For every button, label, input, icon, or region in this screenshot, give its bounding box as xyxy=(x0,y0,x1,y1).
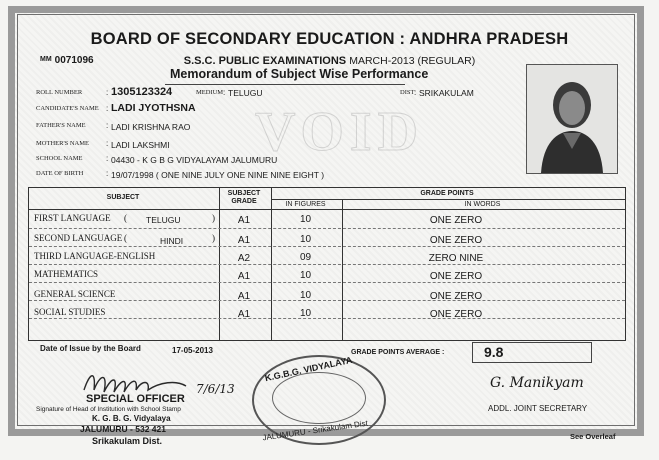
table-row-divider xyxy=(29,282,625,283)
row-language: TELUGU xyxy=(146,215,181,225)
father-name-value: LADI KRISHNA RAO xyxy=(111,122,191,132)
special-officer-stamp-school: K. G. B. G. Vidyalaya xyxy=(92,414,171,423)
table-row-divider xyxy=(29,228,625,229)
exam-session: MARCH-2013 (REGULAR) xyxy=(349,55,476,67)
row-subject: SECOND LANGUAGE xyxy=(34,233,123,243)
name-colon: : xyxy=(106,104,109,113)
medium-colon: : xyxy=(223,88,226,97)
header-in-words: IN WORDS xyxy=(464,201,501,208)
dob-colon: : xyxy=(106,169,109,178)
header-subject-grade-line2: GRADE xyxy=(231,198,257,205)
secretary-designation: ADDL. JOINT SECRETARY xyxy=(488,404,588,413)
row-figures: 10 xyxy=(299,214,312,225)
void-watermark: VOID xyxy=(255,101,425,163)
grade-points-average-value: 9.8 xyxy=(484,344,504,360)
table-header-bottom xyxy=(29,209,625,210)
header-grade-points: GRADE POINTS xyxy=(420,190,474,197)
special-officer-stamp-district: Srikakulam Dist. xyxy=(92,436,163,446)
round-stamp-top-text: K.G.B.G. VIDYALAYA xyxy=(263,354,354,384)
row-words: ONE ZERO xyxy=(429,271,483,282)
header-subject: SUBJECT xyxy=(106,194,140,201)
row-grade: A1 xyxy=(237,271,251,282)
header-in-figures: IN FIGURES xyxy=(285,201,326,208)
memo-underline xyxy=(165,84,405,85)
school-name-value: 04430 - K G B G VIDYALAYAM JALUMURU xyxy=(111,155,278,165)
dist-value: SRIKAKULAM xyxy=(419,88,474,98)
row-grade: A1 xyxy=(237,291,251,302)
row-grade: A1 xyxy=(237,309,251,320)
dob-label: DATE OF BIRTH xyxy=(36,170,84,177)
school-name-label: SCHOOL NAME xyxy=(36,155,83,162)
row-words: ONE ZERO xyxy=(429,309,483,320)
father-name-label: FATHER'S NAME xyxy=(36,122,86,129)
row-grade: A1 xyxy=(237,235,251,246)
exam-name: S.S.C. PUBLIC EXAMINATIONS xyxy=(183,55,347,67)
memo-title: Memorandum of Subject Wise Performance xyxy=(170,67,429,81)
head-signature-label: Signature of Head of Institution with School Stamp xyxy=(36,406,181,413)
mother-name-value: LADI LAKSHMI xyxy=(111,140,170,150)
issue-date-label: Date of Issue by the Board xyxy=(40,344,141,353)
table-row-divider xyxy=(29,264,625,265)
candidate-name-label: CANDIDATE'S NAME xyxy=(36,105,99,112)
row-paren-close: ) xyxy=(212,213,215,223)
roll-colon: : xyxy=(106,88,109,97)
row-words: ONE ZERO xyxy=(429,291,483,302)
dist-label: DIST xyxy=(400,89,415,96)
mother-colon: : xyxy=(106,139,109,148)
roll-number-value: 1305123324 xyxy=(111,86,173,98)
row-figures: 10 xyxy=(299,234,312,245)
issue-date-value: 17-05-2013 xyxy=(172,346,213,355)
row-words: ONE ZERO xyxy=(429,235,483,246)
secretary-signature: G. Manikyam xyxy=(490,375,584,391)
medium-label: MEDIUM xyxy=(196,89,224,96)
dob-value: 19/07/1998 ( ONE NINE JULY ONE NINE NINE EIGHT ) xyxy=(111,170,325,180)
board-title: BOARD OF SECONDARY EDUCATION : ANDHRA PRADESH xyxy=(90,30,569,48)
row-language: HINDI xyxy=(160,236,184,246)
father-colon: : xyxy=(106,121,109,130)
row-subject: GENERAL SCIENCE xyxy=(34,289,116,299)
stamp-date: 7/6/13 xyxy=(196,382,235,396)
dist-colon: : xyxy=(414,88,417,97)
grade-points-average-label: GRADE POINTS AVERAGE : xyxy=(351,349,445,356)
row-paren-open: ( xyxy=(124,213,127,223)
row-figures: 09 xyxy=(299,252,312,263)
serial-value: 0071096 xyxy=(54,55,94,66)
table-header-divider xyxy=(271,199,625,200)
candidate-photo-image xyxy=(527,65,617,173)
row-paren-close: ) xyxy=(212,233,215,243)
school-round-stamp-inner xyxy=(272,372,366,424)
row-figures: 10 xyxy=(299,290,312,301)
special-officer-stamp-address: JALUMURU - 532 421 xyxy=(80,424,166,434)
row-words: ONE ZERO xyxy=(429,215,483,226)
row-grade: A1 xyxy=(237,215,251,226)
row-paren-open: ( xyxy=(124,233,127,243)
candidate-name-value: LADI JYOTHSNA xyxy=(111,102,196,114)
row-subject: FIRST LANGUAGE xyxy=(34,213,111,223)
serial-prefix: MM xyxy=(40,56,52,63)
row-figures: 10 xyxy=(299,308,312,319)
round-stamp-bottom-text: JALUMURU - Srikakulam Dist xyxy=(261,418,369,443)
row-words: ZERO NINE xyxy=(428,253,484,264)
row-figures: 10 xyxy=(299,270,312,281)
school-colon: : xyxy=(106,154,109,163)
header-subject-grade-line1: SUBJECT xyxy=(227,190,261,197)
roll-number-label: ROLL NUMBER xyxy=(36,89,83,96)
row-subject: MATHEMATICS xyxy=(34,269,99,279)
medium-value: TELUGU xyxy=(228,88,263,98)
see-overleaf-note: See Overleaf xyxy=(570,432,616,441)
row-subject: SOCIAL STUDIES xyxy=(34,307,106,317)
mother-name-label: MOTHER'S NAME xyxy=(36,140,89,147)
table-row-divider xyxy=(29,246,625,247)
special-officer-stamp-title: SPECIAL OFFICER xyxy=(86,393,185,405)
row-grade: A2 xyxy=(237,253,251,264)
candidate-photo xyxy=(526,64,618,174)
row-subject: THIRD LANGUAGE-ENGLISH xyxy=(34,251,156,261)
